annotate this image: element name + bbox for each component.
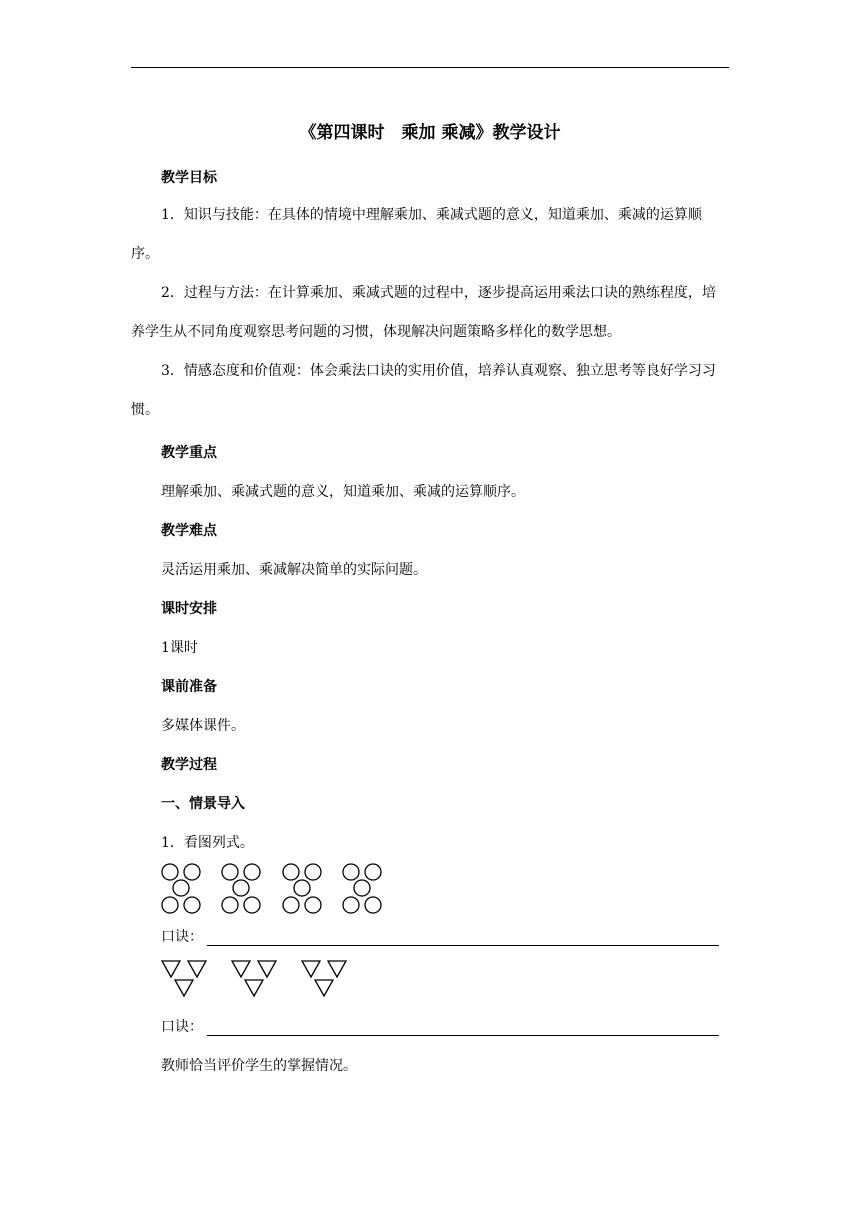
circle-icon (162, 897, 178, 913)
circle-icon (173, 880, 189, 896)
triangle-group-1 (162, 961, 206, 996)
circle-figure (160, 860, 400, 916)
koujue-label-2: 口诀： (161, 1019, 203, 1035)
triangle-icon (258, 961, 276, 977)
triangle-figure (160, 958, 360, 1002)
triangle-icon (162, 961, 180, 977)
triangle-icon (328, 961, 346, 977)
circle-icon (184, 864, 200, 880)
koujue-label-1: 口诀： (161, 929, 203, 945)
circle-icon (283, 897, 299, 913)
triangle-icon (302, 961, 320, 977)
triangle-icon (232, 961, 250, 977)
triangle-icon (188, 961, 206, 977)
schedule-text: 1课时 (161, 640, 198, 656)
key-points-text: 理解乘加、乘减式题的意义，知道乘加、乘减的运算顺序。 (161, 484, 525, 500)
circle-icon (244, 897, 260, 913)
closing-text: 教师恰当评价学生的掌握情况。 (161, 1058, 357, 1074)
circle-group-1 (162, 864, 200, 913)
heading-intro: 一、情景导入 (161, 796, 245, 812)
heading-schedule: 课时安排 (161, 601, 217, 617)
difficulties-text: 灵活运用乘加、乘减解决简单的实际问题。 (161, 562, 427, 578)
circle-icon (244, 864, 260, 880)
circle-icon (294, 880, 310, 896)
circle-icon (305, 897, 321, 913)
circle-icon (343, 864, 359, 880)
answer-line-1[interactable] (207, 933, 719, 946)
preparation-text: 多媒体课件。 (161, 718, 245, 734)
heading-key-points: 教学重点 (161, 445, 217, 461)
document-title: 《第四课时 乘加 乘减》教学设计 (299, 123, 561, 143)
header-rule (131, 67, 729, 68)
goal-3: 3．情感态度和价值观：体会乘法口诀的实用价值，培养认真观察、独立思考等良好学习习惯。 (131, 363, 716, 418)
circle-icon (162, 864, 178, 880)
heading-process: 教学过程 (161, 757, 217, 773)
triangle-group-3 (302, 961, 346, 996)
circle-icon (365, 864, 381, 880)
triangle-icon (175, 980, 193, 996)
step-1-text: 1．看图列式。 (161, 835, 254, 851)
circle-group-4 (343, 864, 381, 913)
circle-icon (222, 897, 238, 913)
circle-icon (233, 880, 249, 896)
circle-icon (305, 864, 321, 880)
circle-icon (365, 897, 381, 913)
goal-1: 1．知识与技能：在具体的情境中理解乘加、乘减式题的意义，知道乘加、乘减的运算顺序。 (131, 207, 702, 262)
triangle-group-2 (232, 961, 276, 996)
triangle-icon (315, 980, 333, 996)
circle-icon (343, 897, 359, 913)
circle-icon (184, 897, 200, 913)
circle-icon (222, 864, 238, 880)
answer-line-2[interactable] (207, 1023, 719, 1036)
koujue-blank-2[interactable] (161, 1016, 719, 1036)
heading-difficulties: 教学难点 (161, 523, 217, 539)
circle-icon (283, 864, 299, 880)
circle-group-2 (222, 864, 260, 913)
heading-preparation: 课前准备 (161, 679, 217, 695)
circle-icon (354, 880, 370, 896)
triangle-icon (245, 980, 263, 996)
goal-2: 2．过程与方法：在计算乘加、乘减式题的过程中，逐步提高运用乘法口诀的熟练程度，培养学生从不同角度观察思考问题的习惯，体现解决问题策略多样化的数学思想。 (131, 285, 716, 340)
koujue-blank-1[interactable] (161, 926, 719, 946)
circle-group-3 (283, 864, 321, 913)
heading-goals: 教学目标 (161, 170, 217, 186)
